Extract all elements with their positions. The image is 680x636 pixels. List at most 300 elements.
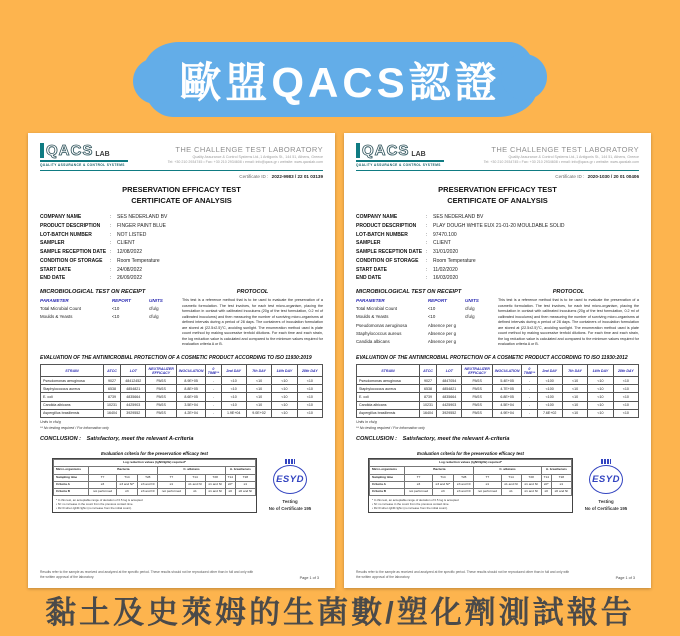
sampling-time-label: Sampling time xyxy=(54,474,89,481)
field-row xyxy=(356,213,639,222)
lot-cell: 4425903 xyxy=(121,401,146,409)
lab-contact: Tel: +30 210 2934745 • Fax: +30 210 2934608 • email: info@qacs.gr • website: www.qacslab.com xyxy=(167,160,323,165)
certificate-page xyxy=(344,133,651,588)
field-label: PRODUCT DESCRIPTION xyxy=(356,222,417,229)
day28-cell: <10 xyxy=(297,377,322,385)
day2-cell: 7.6E+02 xyxy=(537,409,562,417)
field-colon: : xyxy=(110,249,112,255)
protocol-title: PROTOCOL xyxy=(552,289,585,295)
inoculation-cell: 4.7E+05 xyxy=(492,385,521,393)
strain-cell: Staphylococcus aureus xyxy=(41,385,104,393)
micro-test-row xyxy=(356,338,489,346)
micro-test-row xyxy=(356,305,489,313)
criteria-group-microorganisms: Micro-organisms xyxy=(370,467,405,474)
day2-cell: <10 xyxy=(221,401,246,409)
day28-cell: <10 xyxy=(297,393,322,401)
micro-test-headers xyxy=(356,298,489,303)
criteria-a-cell: ≥1 xyxy=(235,481,255,488)
micro-units: cfu/g xyxy=(465,306,475,311)
evaluation-table-row xyxy=(41,377,323,385)
day2-cell: <100 xyxy=(537,393,562,401)
sampling-time-cell: T28 xyxy=(551,474,571,481)
criteria-b-cell: ≥3 xyxy=(432,488,454,495)
day7-cell: <10 xyxy=(246,401,271,409)
header-divider xyxy=(40,170,323,172)
esyd-accreditation-mark xyxy=(573,451,639,513)
neutralizer-cell: PASS xyxy=(462,393,492,401)
time0-cell: - xyxy=(522,401,537,409)
inoculation-cell: 8.9E+05 xyxy=(176,377,205,385)
inoculation-cell: 6.8E+05 xyxy=(492,393,521,401)
protocol-text: This test is a reference method that is to be used to evaluate the preservation of a cosmetic formulation. The test involves, for each test micro-organism, placing the formulation in contact with calibrated inoculums (20g of the test formulation, 0.2 ml of calibrated inoculums) and then measuring the number of surviving micro-organisms at defined intervals during a period of 28 days. The containers of inoculation formulation are stored at (22.5±2.5)°C, avoiding sunlight. The enumeration method used is plate count method by making successive tenfold dilutions. For each time and each strain, the log reduction value is calculated and compared to the minimum values required for evaluation criteria A or B. xyxy=(182,298,323,347)
field-value: 11/02/2020 xyxy=(433,266,458,273)
micro-test-headers xyxy=(40,298,173,303)
evaluation-table-header-cell: STRAIN xyxy=(41,364,104,376)
strain-cell: Candida albicans xyxy=(41,401,104,409)
neutralizer-cell: PASS xyxy=(462,385,492,393)
micro-header-units: UNITS xyxy=(465,298,479,303)
evaluation-table-header-cell: LOT xyxy=(437,364,462,376)
micro-parameter: Total Microbial Count xyxy=(40,306,81,311)
time0-cell: - xyxy=(206,401,221,409)
criteria-a-cell: ≥1 and NI xyxy=(521,481,541,488)
evaluation-table-header-cell: LOT xyxy=(121,364,146,376)
conclusion-label: CONCLUSION : xyxy=(356,436,398,443)
evaluation-table-row xyxy=(357,401,639,409)
evaluation-table-header-cell: 2nd DAY xyxy=(221,364,246,376)
field-colon: : xyxy=(110,275,112,282)
testing-note: ** No testing required / For information only xyxy=(40,426,109,431)
esyd-testing-label: Testing xyxy=(598,499,614,505)
esyd-logo xyxy=(273,465,307,494)
strain-cell: Pseudomonas aeruginosa xyxy=(357,377,420,385)
neutralizer-cell: PASS xyxy=(146,393,176,401)
criteria-footnotes xyxy=(369,496,572,510)
strain-cell: Candida albicans xyxy=(357,401,420,409)
criteria-group-abrasiliensis: A. brasiliensis xyxy=(225,467,255,474)
time0-cell: - xyxy=(206,409,221,417)
day2-cell: 1.9E+04 xyxy=(221,409,246,417)
units-note: Units in cfu/g xyxy=(40,420,61,425)
lot-cell: 4835664 xyxy=(121,393,146,401)
field-label: SAMPLE RECEPTION DATE xyxy=(356,249,423,255)
micro-header-parameter: PARAMETER xyxy=(356,298,385,303)
field-colon: : xyxy=(110,257,112,264)
micro-parameter: Total Microbial Count xyxy=(356,306,397,311)
day7-cell: <10 xyxy=(562,385,587,393)
day2-cell: <100 xyxy=(537,377,562,385)
lot-cell: 4425903 xyxy=(437,401,462,409)
atcc-cell: 8739 xyxy=(419,393,436,401)
esyd-caption xyxy=(585,498,627,512)
field-label: COMPANY NAME xyxy=(40,214,82,220)
criteria-b-row xyxy=(370,488,572,495)
day2-cell: <10 xyxy=(221,385,246,393)
logo-underline xyxy=(356,160,444,162)
time0-cell: - xyxy=(522,393,537,401)
protocol-text: This test is a reference method that is to be used to evaluate the preservation of a cosmetic formulation. The test involves, for each test micro-organism, placing the formulation in contact with calibrated inoculums (20g of the test formulation, 0.2 ml of calibrated inoculums) and then measuring the number of surviving micro-organisms at defined intervals during a period of 28 days. The containers of inoculation formulation are stored at (22.5±2.5)°C, avoiding sunlight. The enumeration method used is plate count method by making successive tenfold dilutions. For each time and each strain, the log reduction value is calculated and compared to the minimum values required for evaluation criteria A or B. xyxy=(498,298,639,347)
lab-name: THE CHALLENGE TEST LABORATORY xyxy=(175,145,323,154)
criteria-a-row xyxy=(370,481,572,488)
certificate-id-label: Certificate ID : xyxy=(555,174,585,179)
micro-test-row xyxy=(356,330,489,338)
criteria-a-cell: ≥1 xyxy=(158,481,185,488)
evaluation-table-header-cell: 2nd DAY xyxy=(537,364,562,376)
neutralizer-cell: PASS xyxy=(462,409,492,417)
criteria-table xyxy=(369,459,572,496)
field-value: 31/01/2020 xyxy=(433,249,459,255)
day2-cell: <100 xyxy=(537,385,562,393)
day14-cell: <10 xyxy=(588,385,613,393)
criteria-a-cell: ≥0* xyxy=(225,481,235,488)
neutralizer-cell: PASS xyxy=(462,377,492,385)
field-label: LOT-BATCH NUMBER xyxy=(356,231,408,238)
day14-cell: <10 xyxy=(272,393,297,401)
strain-cell: E. coli xyxy=(41,393,104,401)
day7-cell: <10 xyxy=(562,393,587,401)
criteria-title-row xyxy=(54,460,256,467)
atcc-cell: 10231 xyxy=(419,401,436,409)
certificate-id-value: 2022-9983 / 22 01 03139 xyxy=(271,174,323,179)
day28-cell: <10 xyxy=(613,385,638,393)
micro-test-row xyxy=(40,313,173,321)
criteria-footnote: • Rx=0 when lgN0<lgNx (no increase from the initial count). xyxy=(372,505,448,510)
field-row xyxy=(40,239,323,248)
strain-cell: Aspergillus brasiliensis xyxy=(357,409,420,417)
evaluation-table-header-row xyxy=(41,364,323,376)
evaluation-table-header-cell: 0 TIME** xyxy=(522,364,537,376)
field-colon: : xyxy=(426,222,428,229)
field-value: 97470.100 xyxy=(433,231,457,238)
esyd-crown-icon xyxy=(285,459,295,464)
page-number: Page 1 of 3 xyxy=(615,576,635,580)
field-row xyxy=(40,248,323,257)
time0-cell: - xyxy=(522,409,537,417)
lot-cell: 4835664 xyxy=(437,393,462,401)
micro-header-units: UNITS xyxy=(149,298,163,303)
criteria-title: Log reduction values (lgN0/lgNx) required* xyxy=(370,460,572,467)
criteria-section xyxy=(356,451,639,513)
day14-cell: <10 xyxy=(588,409,613,417)
field-row xyxy=(40,274,323,283)
evaluation-table-header-cell: 0 TIME** xyxy=(206,364,221,376)
criteria-box xyxy=(368,458,573,513)
criteria-caption: Evaluation criteria for the preservation efficacy test xyxy=(416,451,525,457)
micro-units: cfu/g xyxy=(149,314,159,320)
evaluation-table-header-cell: 7th DAY xyxy=(562,364,587,376)
lot-cell: 3929552 xyxy=(437,409,462,417)
logo-underline xyxy=(40,160,128,162)
field-value: Room Temperature xyxy=(117,257,160,264)
sample-fields xyxy=(356,213,639,283)
field-value: 26/09/2022 xyxy=(117,275,143,282)
esyd-logo-text: ESYD xyxy=(276,474,304,486)
neutralizer-cell: PASS xyxy=(462,401,492,409)
criteria-group-bacteria: Bacteria xyxy=(89,467,158,474)
day14-cell: <10 xyxy=(272,385,297,393)
criteria-sampling-row xyxy=(54,474,256,481)
footer-disclaimer: Results refer to the sample as received and analyzed at the specific period. These results should not be reproduced other than in full and only with the written approval of the laboratory. xyxy=(40,570,254,580)
lab-contact: Tel: +30 210 2934745 • Fax: +30 210 2934608 • email: info@qacs.gr • website: www.qacslab.com xyxy=(483,160,639,165)
micro-test-rows xyxy=(40,305,173,322)
micro-parameter: Moulds & Yeasts xyxy=(356,314,389,320)
logo-bar-icon xyxy=(40,143,44,158)
esyd-logo-text: ESYD xyxy=(592,474,620,486)
logo-word: QACS xyxy=(362,142,410,159)
doc-title-line2: CERTIFICATE OF ANALYSIS xyxy=(447,195,548,205)
criteria-footnote: * In this test, an acceptable range of deviation of 0.5 log is accepted xyxy=(372,497,459,502)
sampling-time-cell: T28 xyxy=(205,474,225,481)
esyd-logo xyxy=(589,465,623,494)
atcc-cell: 16404 xyxy=(419,409,436,417)
field-value: NOT LISTED xyxy=(117,231,147,238)
time0-cell: - xyxy=(522,385,537,393)
doc-title-line2: CERTIFICATE OF ANALYSIS xyxy=(131,195,232,205)
micro-report: <10 xyxy=(427,306,436,311)
sampling-time-label: Sampling time xyxy=(370,474,405,481)
sampling-time-cell: T14 xyxy=(541,474,551,481)
sampling-time-cell: T28 xyxy=(235,474,255,481)
micro-test-row xyxy=(356,322,489,330)
mid-section xyxy=(40,289,323,348)
micro-header-report: REPORT xyxy=(111,298,131,303)
esyd-certificate-number: No of Certificate 195 xyxy=(268,506,312,512)
micro-test-row xyxy=(356,313,489,321)
time0-cell: - xyxy=(522,377,537,385)
criteria-a-cell: ≥3 and NI* xyxy=(116,481,138,488)
criteria-group-abrasiliensis: A. brasiliensis xyxy=(541,467,571,474)
criteria-b-cell: ≥1 and NI xyxy=(205,488,225,495)
protocol-section xyxy=(498,289,639,348)
criteria-title-row xyxy=(370,460,572,467)
evaluation-table-row xyxy=(41,385,323,393)
field-row xyxy=(356,274,639,283)
field-colon: : xyxy=(426,240,428,247)
field-row xyxy=(356,266,639,275)
criteria-a-label: Criteria A xyxy=(370,481,405,488)
esyd-caption xyxy=(269,498,311,512)
field-row xyxy=(356,248,639,257)
field-value: Room Temperature xyxy=(433,257,476,264)
testing-note: ** No testing required / For information only xyxy=(356,426,425,431)
micro-test-title: MICROBIOLOGICAL TEST ON RECEIPT xyxy=(40,289,146,295)
micro-report: <10 xyxy=(111,314,120,320)
doc-title-line1: PRESERVATION EFFICACY TEST xyxy=(122,185,241,194)
criteria-b-cell: not performed xyxy=(89,488,116,495)
strain-cell: Pseudomonas aeruginosa xyxy=(41,377,104,385)
day7-cell: 9.0E+02 xyxy=(246,409,271,417)
evaluation-table-header-cell: NEUTRALIZER EFFICACY xyxy=(462,364,492,376)
field-colon: : xyxy=(426,249,428,255)
atcc-cell: 9027 xyxy=(103,377,120,385)
field-row xyxy=(40,231,323,240)
logo-tagline: QUALITY ASSURANCE & CONTROL SYSTEMS xyxy=(356,162,441,167)
criteria-a-cell: ≥0* xyxy=(541,481,551,488)
logo-sub: LAB xyxy=(95,151,110,158)
inoculation-cell: 5.4E+05 xyxy=(492,377,521,385)
field-value: 16/03/2020 xyxy=(433,275,459,282)
strain-cell: Aspergillus brasiliensis xyxy=(41,409,104,417)
esyd-crown-icon xyxy=(601,459,611,464)
criteria-b-label: Criteria B xyxy=(370,488,405,495)
field-label: COMPANY NAME xyxy=(356,214,398,220)
neutralizer-cell: PASS xyxy=(146,409,176,417)
micro-header-report: REPORT xyxy=(427,298,447,303)
criteria-group-calbicans: C. albicans xyxy=(158,467,225,474)
field-value: CLIENT xyxy=(117,240,135,247)
criteria-b-label: Criteria B xyxy=(54,488,89,495)
criteria-footnote: • Rx=0 when lgN0<lgNx (no increase from the initial count). xyxy=(56,505,132,510)
qacs-lab-logo xyxy=(40,143,128,167)
criteria-b-cell: ≥0 and NI xyxy=(551,488,571,495)
criteria-a-cell: ≥3 and NI xyxy=(454,481,474,488)
criteria-footnote: • NI: no increase in the count from the previous contact time. xyxy=(56,501,134,506)
criteria-b-cell: not performed xyxy=(158,488,185,495)
conclusion-label: CONCLUSION : xyxy=(40,436,82,443)
lab-name: THE CHALLENGE TEST LABORATORY xyxy=(491,145,639,154)
day2-cell: <10 xyxy=(221,393,246,401)
day28-cell: <10 xyxy=(613,409,638,417)
evaluation-table-header-cell: STRAIN xyxy=(357,364,420,376)
field-colon: : xyxy=(426,231,428,238)
criteria-a-cell: ≥1 xyxy=(551,481,571,488)
micro-header-parameter: PARAMETER xyxy=(40,298,69,303)
day2-cell: <100 xyxy=(537,401,562,409)
day7-cell: <10 xyxy=(562,377,587,385)
evaluation-table-header-cell: NEUTRALIZER EFFICACY xyxy=(146,364,176,376)
criteria-a-cell: ≥1 and NI xyxy=(501,481,521,488)
sampling-time-cell: T28 xyxy=(521,474,541,481)
criteria-table xyxy=(53,459,256,496)
lab-info xyxy=(484,143,639,164)
micro-report: <10 xyxy=(427,314,436,320)
field-colon: : xyxy=(426,266,428,273)
sampling-time-cell: T7 xyxy=(158,474,185,481)
criteria-block xyxy=(368,451,573,513)
evaluation-table-header-row xyxy=(357,364,639,376)
micro-test-title: MICROBIOLOGICAL TEST ON RECEIPT xyxy=(356,289,462,295)
sampling-time-cell: T14 xyxy=(116,474,138,481)
inoculation-cell: 3.5E+04 xyxy=(176,401,205,409)
certificates-container xyxy=(28,133,651,588)
field-row xyxy=(40,222,323,231)
criteria-a-cell: ≥3 and NI* xyxy=(432,481,454,488)
field-colon: : xyxy=(426,214,428,220)
evaluation-table-header-cell: 14th DAY xyxy=(588,364,613,376)
neutralizer-cell: PASS xyxy=(146,377,176,385)
sampling-time-cell: T14 xyxy=(225,474,235,481)
criteria-group-row xyxy=(370,467,572,474)
inoculation-cell: 4.5E+04 xyxy=(492,401,521,409)
units-note: Units in cfu/g xyxy=(356,420,377,425)
field-row xyxy=(40,213,323,222)
criteria-a-row xyxy=(54,481,256,488)
field-label: PRODUCT DESCRIPTION xyxy=(40,222,101,229)
micro-parameter: Staphylococcus aureus xyxy=(356,331,402,337)
atcc-cell: 16404 xyxy=(103,409,120,417)
protocol-section xyxy=(182,289,323,348)
criteria-b-cell: ≥1 xyxy=(501,488,521,495)
evaluation-table xyxy=(356,364,639,418)
field-value: 12/08/2022 xyxy=(117,249,143,255)
field-value: SES NEDERLAND BV xyxy=(433,214,484,220)
field-label: END DATE xyxy=(356,275,382,282)
evaluation-title: EVALUATION OF THE ANTIMICROBIAL PROTECTION OF A COSMETIC PRODUCT ACCORDING TO ISO 11930:2012 xyxy=(356,354,628,361)
field-label: SAMPLER xyxy=(40,240,65,247)
micro-units: cfu/g xyxy=(149,306,159,311)
lot-cell: 4854821 xyxy=(121,385,146,393)
field-colon: : xyxy=(426,257,428,264)
time0-cell: - xyxy=(206,393,221,401)
micro-units: cfu/g xyxy=(465,314,475,320)
field-label: LOT-BATCH NUMBER xyxy=(40,231,92,238)
lot-cell: 4854821 xyxy=(437,385,462,393)
field-label: CONDITION OF STORAGE xyxy=(40,257,103,264)
sample-fields xyxy=(40,213,323,283)
criteria-group-calbicans: C. albicans xyxy=(474,467,541,474)
day7-cell: <10 xyxy=(246,377,271,385)
sampling-time-cell: T28 xyxy=(454,474,474,481)
evaluation-table-row xyxy=(357,393,639,401)
day7-cell: <10 xyxy=(246,385,271,393)
evaluation-table xyxy=(40,364,323,418)
micro-report: Absence per g xyxy=(427,339,457,345)
evaluation-table-row xyxy=(357,377,639,385)
criteria-footnotes xyxy=(53,496,256,510)
sampling-time-cell: T7 xyxy=(405,474,432,481)
day2-cell: <10 xyxy=(221,377,246,385)
lab-address: Quality Assurance & Control Systems Ltd.,1 Antigonis St., 144 51, Athens, Greece xyxy=(192,155,323,160)
criteria-section xyxy=(40,451,323,513)
conclusion-value: Satisfactory, meet the relevant A-criteria xyxy=(402,436,510,443)
day28-cell: <10 xyxy=(297,385,322,393)
certificate-page xyxy=(28,133,335,588)
criteria-footnote: • NI: no increase in the count from the previous contact time. xyxy=(372,501,450,506)
criteria-b-cell: ≥3 xyxy=(116,488,138,495)
micro-test-row xyxy=(40,305,173,313)
field-row xyxy=(40,257,323,266)
criteria-sampling-row xyxy=(370,474,572,481)
micro-units xyxy=(465,338,489,346)
field-value: FINGER PAINT BLUE xyxy=(117,222,166,229)
day7-cell: <10 xyxy=(562,401,587,409)
evaluation-title: EVALUATION OF THE ANTIMICROBIAL PROTECTION OF A COSMETIC PRODUCT ACCORDING TO ISO 11930:2019 xyxy=(40,354,312,361)
field-value: PLAY DOUGH WHITE EUX 21-01-20 MOULDABLE SOLID xyxy=(433,222,565,229)
inoculation-cell: 8.8E+05 xyxy=(176,385,205,393)
criteria-b-cell: ≥3 and NI xyxy=(454,488,474,495)
day14-cell: <10 xyxy=(272,409,297,417)
field-label: START DATE xyxy=(356,266,387,273)
field-colon: : xyxy=(110,222,112,229)
micro-test-rows xyxy=(356,305,489,347)
field-value: CLIENT xyxy=(433,240,451,247)
day28-cell: <10 xyxy=(613,393,638,401)
field-colon: : xyxy=(110,231,112,238)
criteria-a-cell: ≥3 and NI xyxy=(138,481,158,488)
esyd-accreditation-mark xyxy=(257,451,323,513)
field-value: SES NEDERLAND BV xyxy=(117,214,168,220)
microbiological-test-section xyxy=(356,289,489,348)
page-number: Page 1 of 3 xyxy=(299,576,319,580)
evaluation-table-header-cell: INOCULATION xyxy=(176,364,205,376)
criteria-b-cell: not performed xyxy=(474,488,501,495)
criteria-a-cell: ≥3 xyxy=(89,481,116,488)
criteria-block xyxy=(52,451,257,513)
atcc-cell: 8739 xyxy=(103,393,120,401)
inoculation-cell: 8.6E+05 xyxy=(176,393,205,401)
sampling-time-cell: T14 xyxy=(501,474,521,481)
protocol-title: PROTOCOL xyxy=(236,289,269,295)
